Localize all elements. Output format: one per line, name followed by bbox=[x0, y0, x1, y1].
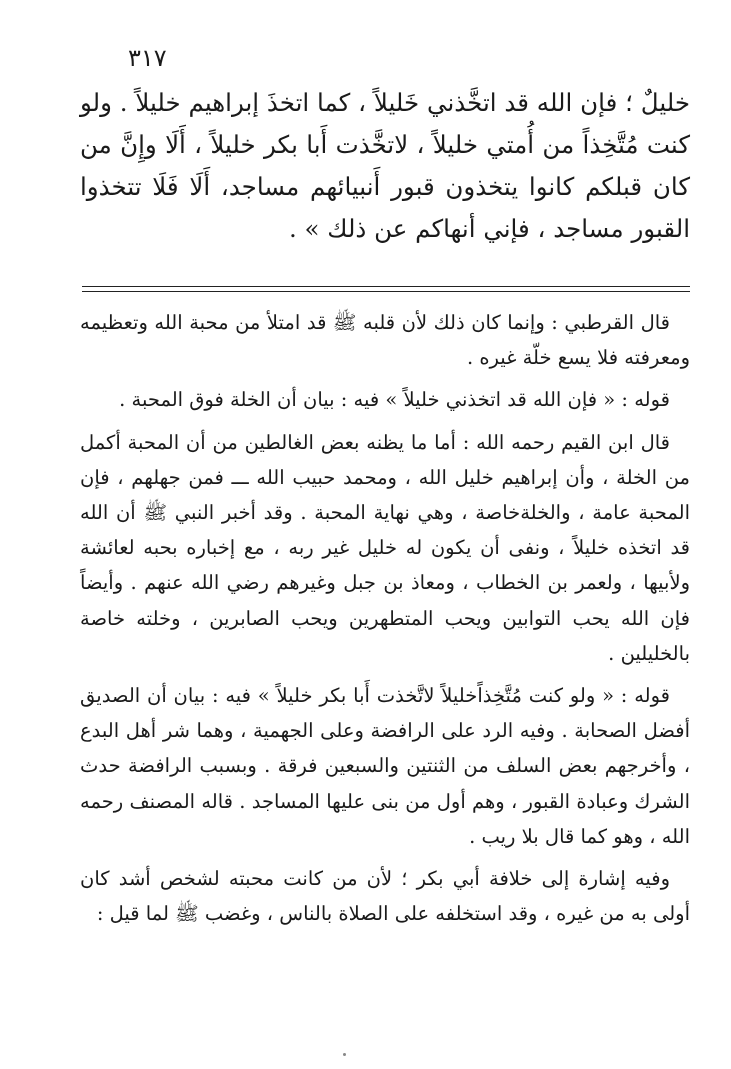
commentary-paragraph-qurtubi: قال القرطبي : وإنما كان ذلك لأن قلبه ﷺ قد امتلأ من محبة الله وتعظيمه ومعرفته فلا يسع خلّة غيره . bbox=[80, 311, 690, 370]
page-number: ٣١٧ bbox=[128, 44, 167, 72]
footnote-separator-bottom bbox=[82, 291, 690, 292]
page-dot-mark bbox=[343, 1053, 346, 1056]
commentary-paragraph-khilafah: وفيه إشارة إلى خلافة أبي بكر ؛ لأن من كانت محبته لشخص أشد كان أولى به من غيره ، وقد استخلفه على الصلاة بالناس ، وغضب ﷺ لما قيل : bbox=[80, 867, 690, 926]
commentary-paragraph-khullah: قوله : « فإن الله قد اتخذني خليلاً » فيه : بيان أن الخلة فوق المحبة . bbox=[119, 388, 670, 412]
hadith-text-block bbox=[80, 82, 690, 250]
commentary-paragraph-siddiq: قوله : « ولو كنت مُتَّخِذاًخليلاً لاتَّخذت أَبا بكر خليلاً » فيه : بيان أن الصديق أفضل الصحابة . وفيه الرد على الرافضة وعلى الجهمية ، وهما شر أهل البدع ، وأخرجهم بعض السلف من الثنتين والسبعين فرقة . وبسبب الرافضة حدث الشرك وعبادة القبور ، وهم أول من بنى عليها المساجد . قاله المصنف رحمه الله ، وهو كما قال بلا ريب . bbox=[80, 684, 690, 848]
footnote-separator-top bbox=[82, 286, 690, 287]
commentary-block bbox=[80, 305, 690, 938]
hadith-text: خليلٌ ؛ فإن الله قد اتخَّذني خَليلاً ، كما اتخذَ إبراهيم خليلاً . ولو كنت مُتَّخِذاً من أُمتي خليلاً ، لاتخَّذت أَبا بكر خليلاً ، أَلَا وإِنَّ من كان قبلكم كانوا يتخذون قبور أَنبيائهم مساجد، أَلَا فَلَا تتخذوا القبور مساجد ، فإني أنهاكم عن ذلك » . bbox=[80, 88, 690, 243]
commentary-paragraph-ibn-qayyim: قال ابن القيم رحمه الله : أما ما يظنه بعض الغالطين من أن المحبة أكمل من الخلة ، وأن إبراهيم خليل الله ، ومحمد حبيب الله ـــ فمن جهلهم ، فإن المحبة عامة ، والخلةخاصة ، وهي نهاية المحبة . وقد أخبر النبي ﷺ أن الله قد اتخذه خليلاً ، ونفى أن يكون له خليل غير ربه ، مع إخباره بحبه لعائشة ولأبيها ، ولعمر بن الخطاب ، ومعاذ بن جبل وغيرهم رضي الله عنهم . وأيضاً فإن الله يحب التوابين ويحب المتطهرين ويحب الصابرين ، وخلته خاصة بالخليلين . bbox=[80, 430, 690, 665]
